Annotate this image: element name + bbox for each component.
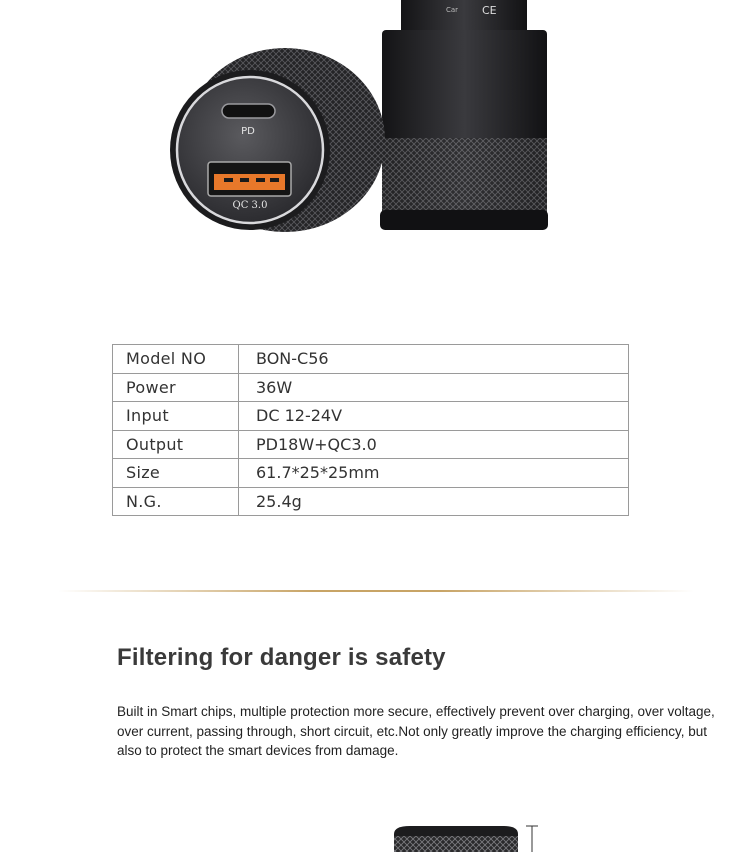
spec-value: 25.4g	[239, 487, 629, 516]
table-row	[113, 402, 629, 431]
car-charger-product-image	[0, 0, 750, 300]
svg-text:Car: Car	[446, 6, 459, 14]
spec-key: Power	[113, 373, 239, 402]
section-title: Filtering for danger is safety	[117, 644, 446, 671]
table-row	[113, 487, 629, 516]
spec-key: Model NO	[113, 345, 239, 374]
spec-value: DC 12-24V	[239, 402, 629, 431]
section-body-text: Built in Smart chips, multiple protection more secure, effectively prevent over charging, over voltage, over current, passing through, short circuit, etc.Not only greatly improve the charging efficiency, but also to protect the smart devices from damage.	[117, 704, 715, 758]
standing-charger	[380, 0, 548, 230]
spec-key: Input	[113, 402, 239, 431]
front-charger	[170, 48, 385, 232]
spec-value: 61.7*25*25mm	[239, 459, 629, 488]
port-qc-label: QC 3.0	[232, 200, 268, 211]
spec-key: Output	[113, 430, 239, 459]
svg-text:CE: CE	[482, 4, 497, 17]
charger-partial-image	[380, 818, 550, 852]
spec-table	[112, 344, 629, 516]
spec-value: 36W	[239, 373, 629, 402]
spec-value: BON-C56	[239, 345, 629, 374]
spec-key: N.G.	[113, 487, 239, 516]
table-row	[113, 345, 629, 374]
port-pd-label: PD	[241, 126, 255, 137]
table-row	[113, 430, 629, 459]
spec-key: Size	[113, 459, 239, 488]
spec-value: PD18W+QC3.0	[239, 430, 629, 459]
usb-c-port-icon	[222, 104, 275, 118]
section-divider	[58, 590, 694, 592]
table-row	[113, 459, 629, 488]
table-row	[113, 373, 629, 402]
